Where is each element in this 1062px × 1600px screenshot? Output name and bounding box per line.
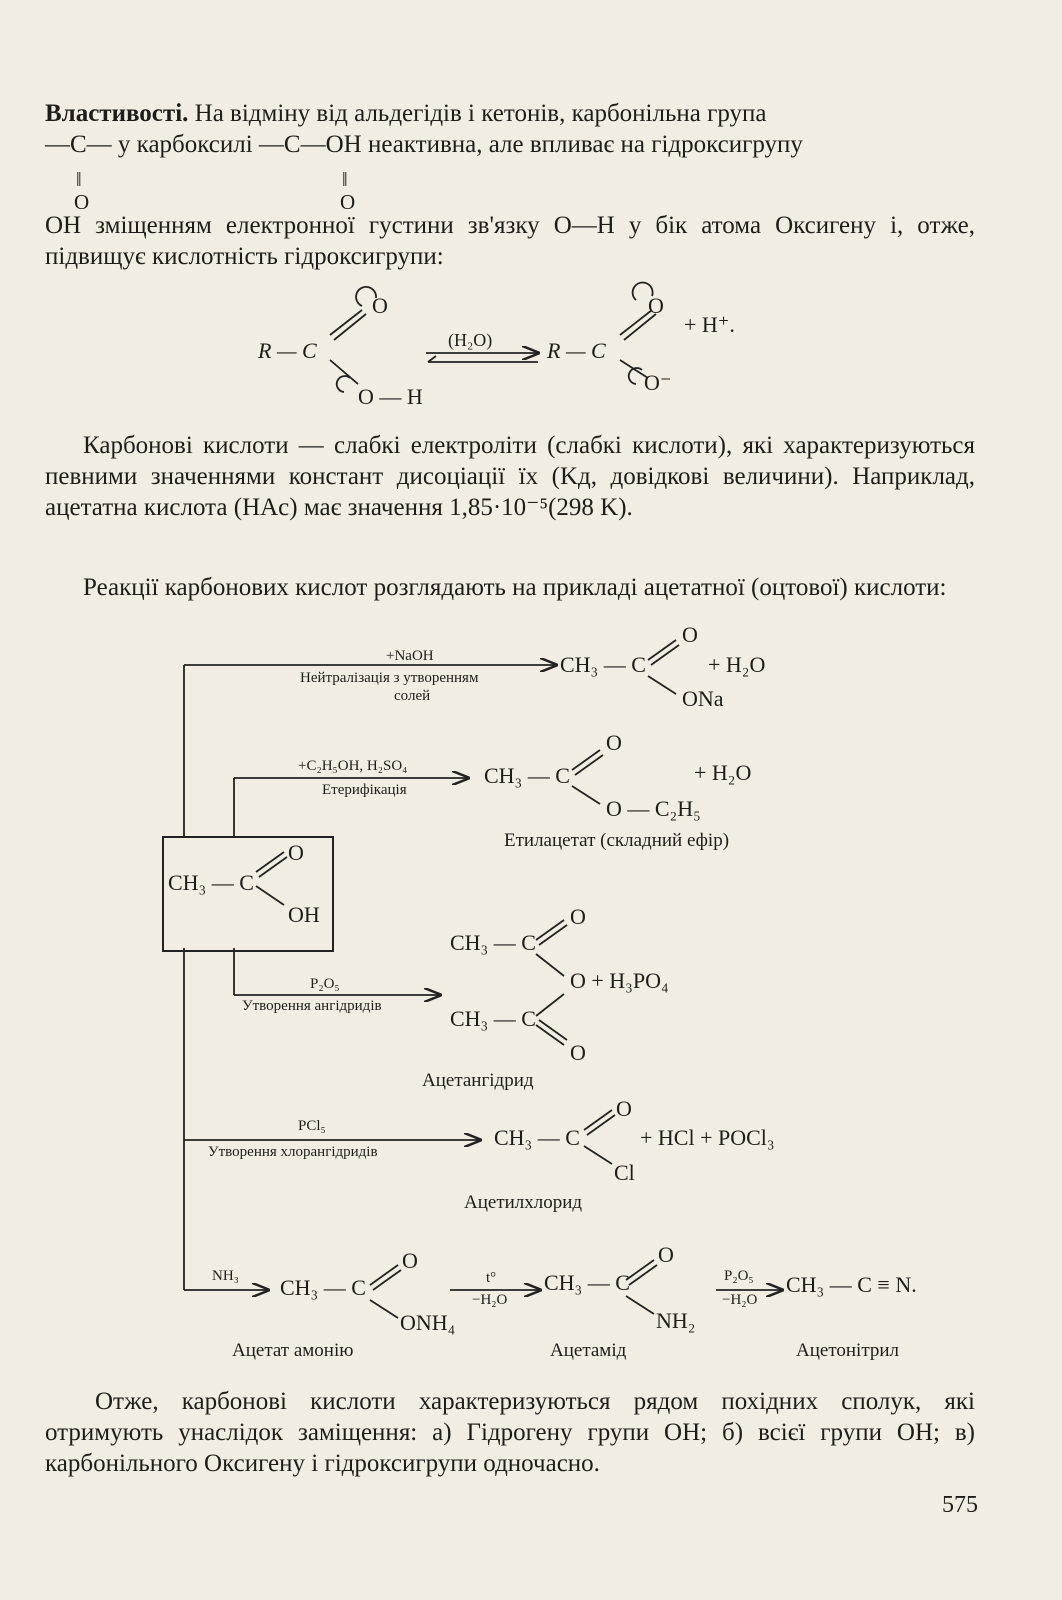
- r3-name: Ацетангідрид: [422, 1070, 534, 1091]
- r5-nitrile-formula: CH₃ — C ≡ N.: [786, 1272, 917, 1297]
- r4-label: Утворення хлорангідридів: [208, 1144, 378, 1160]
- r3-top-o: O: [570, 904, 586, 929]
- dissociation-right-formula: R — C: [547, 338, 606, 363]
- r3-bottom-formula: CH₃ — C: [450, 1006, 536, 1031]
- dissociation-left-oh: O — H: [358, 384, 423, 409]
- r5-cond2-bottom: −H₂O: [722, 1292, 758, 1308]
- r4-byproducts: + HCl + POCl₃: [640, 1125, 775, 1150]
- r5-cond1-top: t°: [486, 1270, 497, 1286]
- r2-oc2h5: O — C₂H₅: [606, 796, 701, 821]
- r4-product: CH₃ — C: [494, 1125, 580, 1150]
- r2-product: CH₃ — C: [484, 763, 570, 788]
- r2-o: O: [606, 730, 622, 755]
- r4-name: Ацетилхлорид: [464, 1192, 583, 1213]
- r5-amide-formula: CH₃ — C: [544, 1270, 630, 1295]
- carbonyl-double-bond: ‖: [76, 169, 82, 191]
- r5-salt-name: Ацетат амонію: [232, 1340, 354, 1361]
- carboxyl-double-bond: ‖: [342, 169, 348, 191]
- r1-label-1: Нейтралізація з утворенням: [300, 670, 479, 686]
- constants-paragraph: Карбонові кислоти — слабкі електроліти (слабкі кислоти), які характеризуються певними значеннями констант дисоціації їх (Kд, довідкові величини). Наприклад, ацетатна кислота (HAc) має значення 1,85·10⁻⁵(298 K).: [45, 432, 975, 521]
- dissociation-condition: (H₂O): [448, 330, 493, 350]
- r5-salt-onh4: ONH₄: [400, 1310, 456, 1335]
- dissociation-right-o-minus: O⁻: [644, 370, 672, 395]
- acid-formula: CH₃ — C: [168, 870, 254, 895]
- r2-water: + H₂O: [694, 760, 752, 785]
- r1-label-2: солей: [394, 688, 431, 704]
- r1-o: O: [682, 622, 698, 647]
- properties-heading: Властивості.: [45, 100, 189, 127]
- r5-amide-nh2: NH₂: [656, 1308, 696, 1333]
- dissociation-left-formula: R — C: [258, 338, 317, 363]
- r3-label: Утворення ангідридів: [242, 998, 382, 1014]
- r4-o: O: [616, 1096, 632, 1121]
- dissociation-right-o: O: [648, 293, 664, 318]
- properties-text: На відміну від альдегідів і кетонів, карбонільна група: [188, 100, 767, 127]
- page-number: 575: [942, 1492, 978, 1518]
- reactions-paragraph: Реакції карбонових кислот розглядають на прикладі ацетатної (оцтової) кислоти:: [83, 574, 947, 601]
- r2-reagent: +C₂H₅OH, H₂SO₄: [298, 758, 408, 774]
- carbonyl-oxygen-1: O: [74, 190, 90, 214]
- r5-reagent: NH₃: [212, 1268, 239, 1284]
- r3-bridge: O + H₃PO₄: [570, 968, 669, 993]
- acid-o: O: [288, 840, 304, 865]
- r2-name: Етилацетат (складний ефір): [504, 830, 730, 851]
- carbonyl-oxygen-2: O: [340, 190, 356, 214]
- properties-paragraph: [45, 98, 975, 160]
- properties-continuation: OH зміщенням електронної густини зв'язку O—H у бік атома Оксигену і, отже, підвищує кислотність гідроксигрупи:: [45, 212, 975, 270]
- r5-nitrile-name: Ацетонітрил: [796, 1340, 900, 1361]
- r1-product: CH₃ — C: [560, 652, 646, 677]
- acid-oh: OH: [288, 902, 320, 927]
- r4-cl: Cl: [614, 1160, 635, 1185]
- conclusion-paragraph: Отже, карбонові кислоти характеризуються рядом похідних сполук, які отримують унаслідок заміщення: а) Гідрогену групи OH; б) всієї групи OH; в) карбонільного Оксигену і гідроксигрупи одночасно.: [45, 1388, 975, 1477]
- r3-bottom-o: O: [570, 1040, 586, 1065]
- r5-salt-o: O: [402, 1248, 418, 1273]
- r4-reagent: PCl₅: [298, 1118, 326, 1134]
- r5-cond1-bottom: −H₂O: [472, 1292, 508, 1308]
- carbonyl-formula-line: —C— у карбоксилі —C—OH неактивна, але впливає на гідроксигрупу: [45, 131, 803, 158]
- r2-label: Етерифікація: [322, 782, 407, 798]
- dissociation-left-o: O: [372, 293, 388, 318]
- r3-reagent: P₂O₅: [310, 976, 340, 992]
- dissociation-product: + H⁺.: [684, 312, 735, 337]
- r1-water: + H₂O: [708, 652, 766, 677]
- r5-cond2-top: P₂O₅: [724, 1268, 754, 1284]
- r5-amide-o: O: [658, 1242, 674, 1267]
- r5-salt-formula: CH₃ — C: [280, 1275, 366, 1300]
- r5-amide-name: Ацетамід: [550, 1340, 627, 1361]
- r1-reagent: +NaOH: [386, 648, 434, 664]
- r1-ona: ONa: [682, 686, 724, 711]
- r3-top-formula: CH₃ — C: [450, 930, 536, 955]
